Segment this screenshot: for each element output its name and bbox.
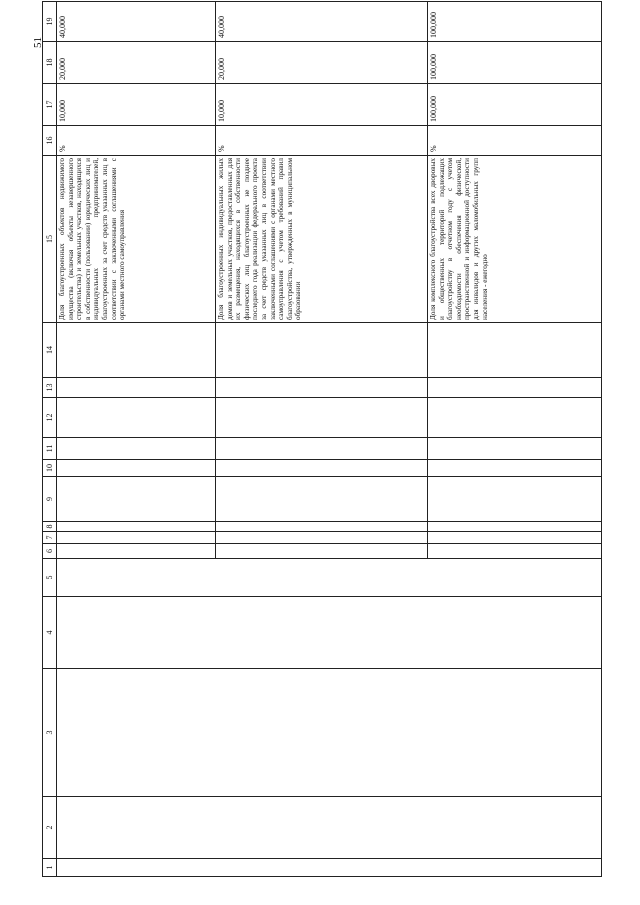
empty-cell [57,532,216,544]
empty-cell [57,544,216,559]
col-header: 3 [43,669,57,797]
col-header: 19 [43,2,57,42]
empty-cell [57,460,216,477]
value-cell: 40,000 [57,2,216,42]
empty-cell [428,438,602,460]
indicator-description: Доля комплексного благоустройства всех дворовых и общественных территорий подлежащих благоустройству в отчетном году с учетом необходимости обеспечения физической, пространственной и информационной доступности для инвалидов и других маломобильных групп населения - ежегодно [428,156,602,323]
empty-cell [428,477,602,522]
col-header: 16 [43,126,57,156]
empty-cell [216,477,428,522]
empty-cell [216,323,428,378]
value-cell: 40,000 [216,2,428,42]
empty-cell [57,323,216,378]
empty-cell [428,460,602,477]
empty-cell [57,669,602,797]
empty-cell [216,522,428,532]
empty-cell [216,532,428,544]
col-header: 15 [43,156,57,323]
value-cell: 20,000 [57,42,216,84]
empty-cell [428,544,602,559]
unit-cell: % [216,126,428,156]
empty-cell [428,532,602,544]
empty-cell [216,378,428,398]
value-cell: 10,000 [216,84,428,126]
empty-cell [57,378,216,398]
page-number: 51 [32,37,44,48]
empty-cell [428,323,602,378]
table-row [57,2,216,877]
empty-cell [57,522,216,532]
col-header: 10 [43,460,57,477]
col-header: 9 [43,477,57,522]
empty-cell [216,438,428,460]
empty-cell [57,859,602,877]
value-cell: 100,000 [428,84,602,126]
col-header: 14 [43,323,57,378]
empty-cell [428,522,602,532]
value-cell: 20,000 [216,42,428,84]
indicators-table [42,1,602,877]
empty-cell [216,544,428,559]
col-header: 7 [43,532,57,544]
col-header: 12 [43,398,57,438]
header-row [43,2,57,877]
value-cell: 100,000 [428,42,602,84]
col-header: 2 [43,797,57,859]
empty-cell [216,398,428,438]
empty-cell [428,398,602,438]
col-header: 1 [43,859,57,877]
rotated-table-container [42,12,600,877]
empty-cell [57,597,602,669]
empty-cell [428,378,602,398]
empty-cell [57,477,216,522]
col-header: 5 [43,559,57,597]
empty-cell [57,438,216,460]
col-header: 17 [43,84,57,126]
col-header: 13 [43,378,57,398]
empty-cell [216,460,428,477]
value-cell: 10,000 [57,84,216,126]
empty-cell [57,559,602,597]
empty-cell [57,398,216,438]
col-header: 6 [43,544,57,559]
value-cell: 100,000 [428,2,602,42]
unit-cell: % [57,126,216,156]
col-header: 8 [43,522,57,532]
empty-cell [57,797,602,859]
unit-cell: % [428,126,602,156]
col-header: 4 [43,597,57,669]
indicator-description: Доля благоустроенных индивидуальных жилых домов и земельных участков, предоставленных для их размещения, находящихся в собственности физических лиц благоустроенных не позднее последнего года реализации федерального проекта за счет средств указанных лиц в соответствии заключенными соглашениями с органами местного самоуправления с учетом требований правил благоустройства, утвержденных в муниципальном образовании [216,156,428,323]
col-header: 11 [43,438,57,460]
indicator-description: Доля благоустроенных объектов недвижимого имущества (включая объекты незавершенного строительства) и земельных участков, находящихся в собственности (пользовании) юридических лиц и индивидуальных предпринимателей, благоустроенных за счет средств указанных лиц в соответствии с заключенными соглашениями с органами местного самоуправления [57,156,216,323]
col-header: 18 [43,42,57,84]
